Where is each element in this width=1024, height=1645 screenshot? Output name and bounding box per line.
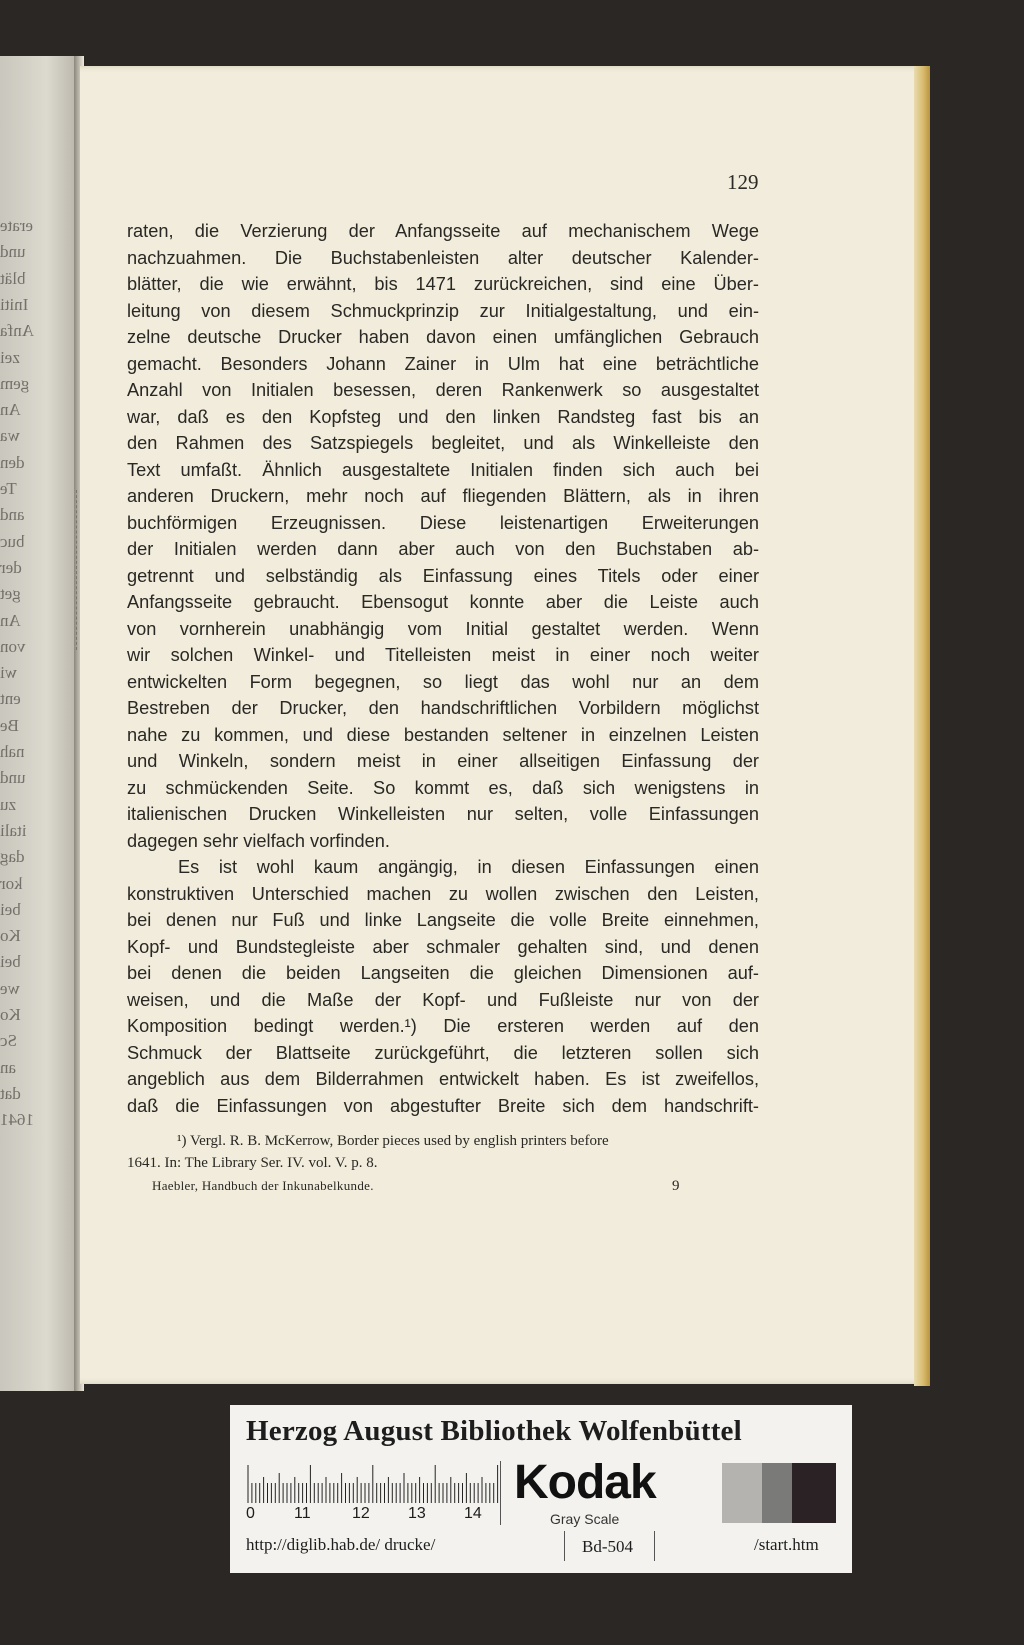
gray-patch-light [722,1463,762,1523]
left-page-word: Anfa [0,321,34,341]
left-page-word: kor [0,873,23,893]
left-page-word: wa [0,426,20,446]
left-page-word: bei [0,899,21,919]
gray-patch-dark [792,1463,836,1523]
body-line: leitung von diesem Schmuckprinzip zur Initialgestaltung, und ein- [127,300,759,321]
ruler-labels [246,1505,506,1525]
body-line: Komposition bedingt werden.¹) Die ersteren werden auf den [127,1016,759,1036]
body-line: dagegen sehr vielfach vorfinden. [127,830,390,851]
footnote [127,1130,761,1174]
left-page-word: Ko [0,1005,21,1024]
kodak-logo: Kodak [514,1456,656,1509]
footnote-line: 1641. In: The Library Ser. IV. vol. V. p. 8. [127,1155,378,1171]
body-line: weisen, und die Maße der Kopf- und Fußleiste nur von der [127,989,759,1010]
left-page-word: ent [0,689,21,709]
body-line: buchförmigen Erzeugnissen. Diese leistenartigen Erweiterungen [127,512,759,533]
left-page-fragment [0,56,78,1391]
body-line: der Initialen werden dann aber auch von den Buchstaben ab- [127,539,759,559]
body-line: von vornherein unabhängig vom Initial gestaltet werden. Wenn [127,618,759,639]
left-page-word: Initi [0,294,29,314]
left-page-word: und [0,242,26,262]
body-line: Schmuck der Blattseite zurückgeführt, die letzteren sollen sich [127,1042,759,1063]
left-page-word: and [0,505,25,525]
page-number: 129 [727,170,759,194]
signature-title: Haebler, Handbuch der Inkunabelkunde. [152,1178,374,1193]
ruler-scale [246,1463,502,1503]
left-page-word: wi [0,663,17,683]
body-line: Text umfaßt. Ähnlich ausgestaltete Initialen finden sich auch bei [127,459,759,480]
body-line: wir solchen Winkel- und Titelleisten meist in einer noch weiter [127,645,759,665]
url-left: http://diglib.hab.de/ drucke/ [246,1535,436,1554]
left-page-word: 1641 [0,1110,34,1130]
gray-scale-label: Gray Scale [550,1511,620,1527]
ruler-label: 12 [352,1505,370,1522]
body-line: daß die Einfassungen von abgestufter Breite sich dem handschrift- [127,1095,759,1116]
left-page-word: An [0,400,21,420]
ruler-label: 13 [408,1505,426,1522]
left-page-word: Te [0,479,17,498]
divider [500,1461,501,1525]
body-text [127,218,759,1119]
ruler-label: 0 [246,1505,255,1522]
body-line: war, daß es den Kopfsteg und den linken Randsteg fast bis an [127,406,759,427]
left-page-word: an [0,1057,17,1077]
left-page-word: buc [0,531,25,551]
body-line: zelne deutsche Drucker haben davon einen umfänglichen Gebrauch [127,327,759,347]
left-page-word: dag [0,847,25,867]
left-page-word: blät [0,268,26,288]
body-line: nachzuahmen. Die Buchstabenleisten alter deutscher Kalender- [127,247,759,268]
footnote-line: ¹) Vergl. R. B. McKerrow, Border pieces used by english printers before [177,1133,609,1149]
body-line: Bestreben der Drucker, den handschriftlichen Vorbildern möglichst [127,698,759,718]
left-page-word: und [0,768,26,788]
body-line: bei denen nur Fuß und linke Langseite die volle Breite einnehmen, [127,910,759,930]
divider [564,1531,565,1561]
body-line: konstruktiven Unterschied machen zu wollen zwischen den Leisten, [127,883,759,904]
body-line: gemacht. Besonders Johann Zainer in Ulm hat eine beträchtliche [127,353,759,374]
body-line: nahe zu kommen, und diese bestanden seltener in einzelnen Leisten [127,724,759,745]
body-line: raten, die Verzierung der Anfangsseite auf mechanischem Wege [127,221,759,241]
divider [654,1531,655,1561]
left-page-word: bei [0,952,21,972]
body-line: Es ist wohl kaum angängig, in diesen Einfassungen einen [178,857,759,877]
ruler-label: 11 [294,1505,311,1522]
body-line: getrennt und selbständig als Einfassung eines Titels oder einer [127,565,759,586]
left-page-word: zei [0,347,20,367]
left-page-word: we [0,978,20,998]
body-line: Anzahl von Initialen besessen, deren Rankenwerk so ausgestaltet [127,380,759,400]
body-line: den Rahmen des Satzspiegels begleitet, und als Winkelleiste den [127,433,759,453]
body-line: anderen Druckern, mehr noch auf fliegenden Blättern, als in ihren [127,486,759,506]
body-line: blätter, die wie erwähnt, bis 1471 zurückreichen, sind eine Über- [127,274,759,294]
margin-marks [76,490,83,650]
left-page-word: Ko [0,926,21,946]
library-name: Herzog August Bibliothek Wolfenbüttel [246,1415,742,1447]
left-page-word: von [0,636,26,656]
url-right: /start.htm [754,1535,819,1554]
signature-line [152,1178,682,1194]
left-page-word: Sc [0,1031,17,1051]
left-page-word: get [0,584,21,604]
body-line: Kopf- und Bundstegleiste aber schmaler gehalten sind, und denen [127,936,759,957]
ruler-label: 14 [464,1505,482,1522]
body-line: entwickelten Form begegnen, so liegt das wohl nur an dem [127,671,759,692]
shelf-code: Bd-504 [582,1537,633,1556]
signature-number: 9 [672,1178,680,1194]
color-target-bar [230,1405,852,1573]
left-page-word: nah [0,742,25,761]
left-page-word: dat [0,1083,21,1103]
body-line: und Winkeln, sondern meist in einer allseitigen Einfassung der [127,751,759,771]
body-line: Anfangsseite gebraucht. Ebensogut konnte aber die Leiste auch [127,592,759,612]
left-page-word: Be [0,715,19,735]
left-page-word: itali [0,820,27,840]
body-line: angeblich aus dem Bilderrahmen entwickelt haben. Es ist zweifellos, [127,1069,759,1089]
left-page-word: erate [0,216,34,235]
gray-patch-mid [762,1463,792,1523]
body-line: bei denen die beiden Langseiten die gleichen Dimensionen auf- [127,963,759,983]
body-line: zu schmückenden Seite. So kommt es, daß sich wenigstens in [127,777,759,798]
left-page-word: An [0,610,21,630]
left-page-word: der [0,557,22,577]
left-page-word: gem [0,373,30,393]
left-page-word: den [0,452,25,472]
left-page-word: zu [0,794,17,814]
body-line: italienischen Drucken Winkelleisten nur selten, volle Einfassungen [127,804,759,824]
page-edge [914,66,930,1386]
